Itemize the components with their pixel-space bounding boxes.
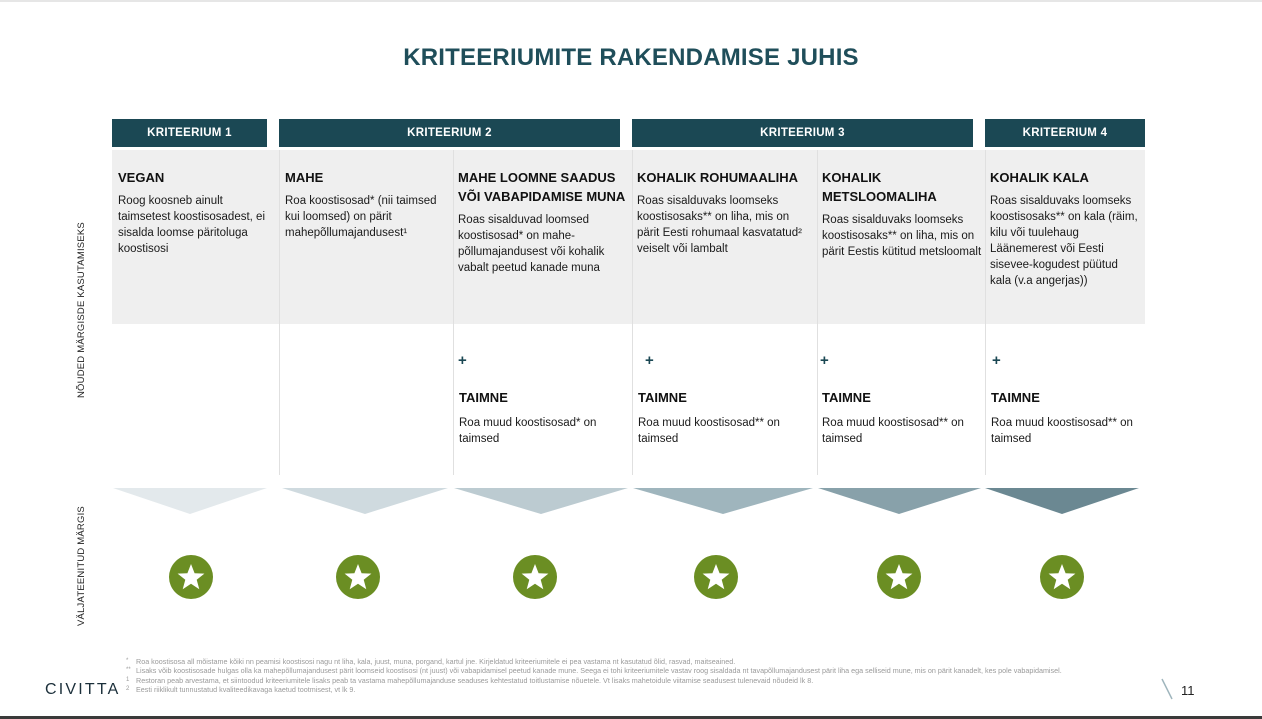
plus-icon: + [992, 352, 1001, 369]
criterion-column-rohumaaliha [637, 168, 809, 257]
taimne-description: Roa muud koostisosad* on taimsed [459, 417, 597, 445]
footnote-text: Roa koostisosa all mõistame kõiki nn peamisi koostisosi nagu nt liha, kala, juust, muna, porgand, kartul jne. Kirjeldatud kriteeriumitele ei pea vastama nt kasutatud õlid, rasvad, maitseained. [136, 657, 736, 666]
slash-icon [1160, 678, 1174, 700]
footnote [126, 657, 1126, 666]
column-description: Roas sisalduvaks loomseks koostisosaks** on kala (räim, kilu või tuulehaug Läänemerest või Eesti sisevee-kogudest püütud kala (v.a angerjas)) [990, 195, 1138, 287]
column-description: Roas sisalduvaks loomseks koostisosaks** on liha, mis on pärit Eestis kütitud metsloomalt [822, 214, 982, 258]
star-icon [513, 555, 557, 599]
star-icon [169, 555, 213, 599]
plus-icon: + [458, 352, 467, 369]
column-heading: KOHALIK KALA [990, 170, 1089, 185]
criterion-column-kala [990, 168, 1142, 289]
taimne-block [459, 388, 627, 447]
taimne-description: Roa muud koostisosad** on taimsed [638, 417, 780, 445]
criterion-column-vegan [118, 168, 270, 257]
plus-icon: + [645, 352, 654, 369]
criterion-1-header: KRITEERIUM 1 [112, 119, 267, 147]
criterion-3-header: KRITEERIUM 3 [632, 119, 973, 147]
top-border [0, 0, 1262, 2]
column-heading: KOHALIK METSLOOMALIHA [822, 170, 937, 204]
page-title: KRITEERIUMITE RAKENDAMISE JUHIS [403, 44, 859, 71]
taimne-heading: TAIMNE [459, 390, 508, 405]
column-heading: MAHE LOOMNE SAADUS VÕI VABAPIDAMISE MUNA [458, 170, 626, 204]
chevron-shape [454, 488, 628, 514]
taimne-block [991, 388, 1143, 447]
column-description: Roas sisalduvaks loomseks koostisosaks** on liha, mis on pärit Eesti rohumaal kasvatatud² veiselt või lambalt [637, 195, 802, 255]
chevron-shape [113, 488, 267, 514]
column-description: Roog koosneb ainult taimsetest koostisosadest, ei sisalda loomse päritoluga koostisosi [118, 195, 266, 255]
column-divider [453, 150, 454, 475]
chevron-shape [633, 488, 813, 514]
chevron-shape [985, 488, 1139, 514]
column-heading: VEGAN [118, 170, 165, 185]
taimne-heading: TAIMNE [638, 390, 687, 405]
requirements-side-label: NÕUDED MÄRGISDE KASUTAMISEKS [76, 222, 87, 398]
star-icon [336, 555, 380, 599]
criterion-column-mahe [285, 168, 447, 241]
criterion-column-mahe-loomne [458, 168, 628, 276]
taimne-heading: TAIMNE [822, 390, 871, 405]
criterion-4-header: KRITEERIUM 4 [985, 119, 1145, 147]
column-divider [632, 150, 633, 475]
plus-icon: + [820, 352, 829, 369]
footnote-mark: ** [126, 667, 131, 674]
footnote-mark: 1 [126, 676, 130, 683]
column-description: Roa koostisosad* (nii taimsed kui loomsed) on pärit mahepõllumajandusest¹ [285, 195, 437, 239]
column-heading: KOHALIK ROHUMAALIHA [637, 170, 799, 185]
taimne-block [822, 388, 982, 447]
criterion-column-metsloomaliha [822, 168, 982, 260]
civitta-logo: CIVITTA [45, 681, 121, 698]
chevron-shape [818, 488, 981, 514]
footnotes [126, 657, 1126, 695]
footnote-mark: 2 [126, 686, 130, 693]
taimne-block [638, 388, 808, 447]
column-divider [817, 150, 818, 475]
column-description: Roas sisalduvad loomsed koostisosad* on mahe-põllumajandusest või kohalik vabalt peetud kanade muna [458, 214, 605, 274]
chevron-shape [282, 488, 448, 514]
footnote [126, 685, 1126, 694]
taimne-description: Roa muud koostisosad** on taimsed [991, 417, 1133, 445]
footnote [126, 676, 1126, 685]
footnote-mark: * [126, 658, 129, 664]
column-heading: MAHE [285, 170, 324, 185]
footnote [126, 666, 1126, 675]
star-icon [877, 555, 921, 599]
page-number: 11 [1181, 683, 1195, 698]
footnote-text: Eesti riiklikult tunnustatud kvaliteedikavaga kaetud tootmisest, vt lk 9. [136, 685, 356, 695]
footnote-text: Lisaks võib koostisosade hulgas olla ka mahepõllumajandusest pärit loomseid koostisosi (nt juust) või vabapidamisel peetud kanade mune. Seega ei tohi kriteeriumitele vastav roog sisaldada nt tavapõllumajandusest pärit liha ega selliseid mune, mis on pärit kanadelt, kes pole vabapidamisel. [136, 666, 1062, 676]
criterion-2-header: KRITEERIUM 2 [279, 119, 620, 147]
star-icon [694, 555, 738, 599]
column-divider [279, 150, 280, 475]
taimne-heading: TAIMNE [991, 390, 1040, 405]
awarded-side-label: VÄLJATEENITUD MÄRGIS [76, 506, 87, 626]
column-divider [985, 150, 986, 475]
taimne-description: Roa muud koostisosad** on taimsed [822, 417, 964, 445]
star-icon [1040, 555, 1084, 599]
footnote-text: Restoran peab arvestama, et siintoodud kriteeriumitele lisaks peab ta vastama mahepõllumajanduse seaduses kehtestatud toitlustamise nõuetele. Vt lisaks mahetoidule viitamise seadusest tulenevaid nõudeid lk 8. [136, 675, 814, 685]
